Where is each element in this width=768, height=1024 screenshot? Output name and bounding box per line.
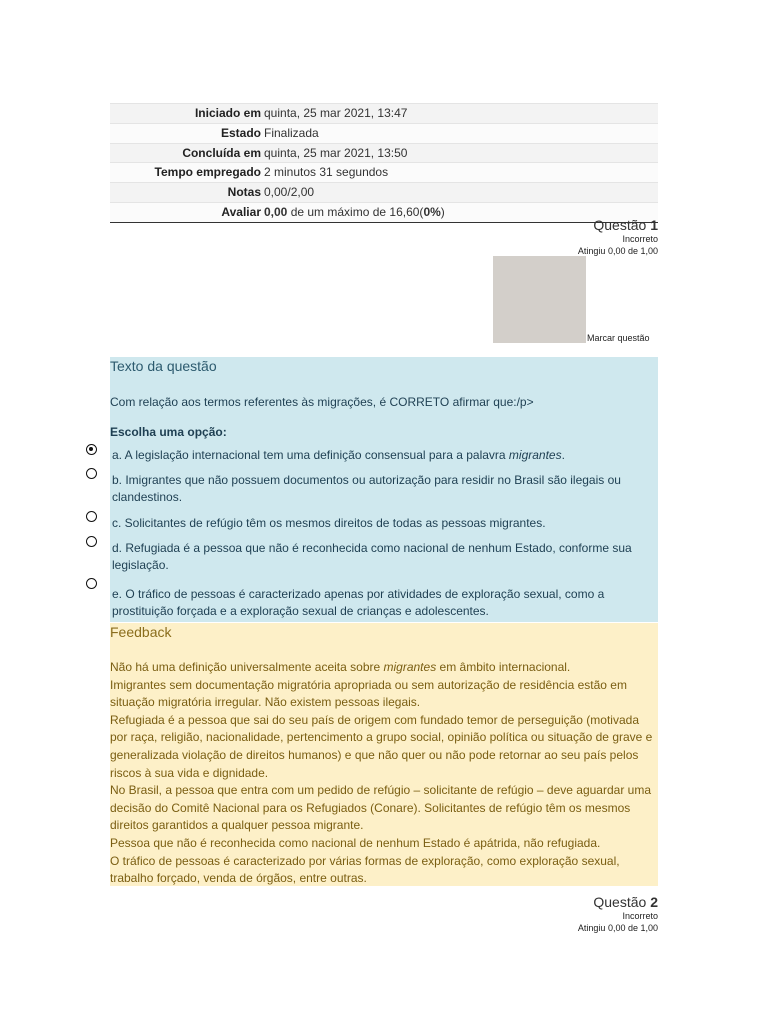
feedback-line1-post: em âmbito internacional.	[436, 660, 571, 674]
summary-value: 0,00/2,00	[264, 185, 315, 200]
feedback-paragraph: No Brasil, a pessoa que entra com um pedido de refúgio – solicitante de refúgio – deve aguardar uma decisão do Comitê Nacional para os Refugiados (Conare). Solicitantes de refúgio têm os mesmos direitos garantidos a qualquer pessoa migrante.	[110, 783, 651, 833]
question-2-info	[578, 894, 658, 934]
option-e-radio[interactable]	[86, 578, 97, 589]
flag-question-image[interactable]	[493, 256, 586, 343]
option-a-post: .	[561, 448, 565, 462]
feedback-panel	[110, 623, 658, 886]
summary-row-completed	[110, 143, 658, 163]
question-title-prefix: Questão	[593, 217, 651, 233]
grade-score: 0,00	[264, 204, 288, 219]
feedback-paragraph: Pessoa que não é reconhecida como nacional de nenhum Estado é apátrida, não refugiada.	[110, 835, 601, 850]
summary-label: Concluída em	[182, 145, 261, 160]
question-grade: Atingiu 0,00 de 1,00	[577, 246, 658, 256]
option-a-pre: a. A legislação internacional tem uma definição consensual para a palavra	[112, 448, 509, 462]
summary-value: quinta, 25 mar 2021, 13:47	[264, 106, 408, 120]
option-e-text: e. O tráfico de pessoas é caracterizado apenas por atividades de exploração sexual, como a prostituição forçada e a exploração sexual de crianças e adolescentes.	[112, 587, 605, 618]
option-d-radio[interactable]	[86, 536, 97, 547]
option-d[interactable]	[86, 540, 642, 574]
grade-middle: de um máximo de 16,60(	[287, 204, 424, 219]
summary-label: Notas	[227, 185, 261, 200]
option-c-radio[interactable]	[86, 511, 97, 522]
question-title	[578, 217, 658, 233]
question-grade: Atingiu 0,00 de 1,00	[577, 923, 658, 933]
feedback-line1-em: migrantes	[383, 660, 437, 674]
question-text-heading: Texto da questão	[110, 358, 217, 374]
summary-label: Tempo empregado	[154, 165, 261, 180]
option-c-text: c. Solicitantes de refúgio têm os mesmos direitos de todas as pessoas migrantes.	[112, 516, 546, 530]
question-number: 2	[650, 894, 658, 910]
option-b-radio[interactable]	[86, 468, 97, 479]
feedback-body	[110, 659, 655, 888]
question-status: Incorreto	[622, 911, 658, 921]
question-status: Incorreto	[622, 234, 658, 244]
summary-label: Avaliar	[221, 204, 261, 219]
option-a-radio[interactable]	[86, 444, 97, 455]
question-title	[578, 894, 658, 910]
question-1-info	[578, 217, 658, 257]
summary-label: Estado	[220, 125, 261, 140]
question-prompt: Com relação aos termos referentes às migrações, é CORRETO afirmar que:/p>	[110, 395, 534, 409]
option-a-em: migrantes	[508, 448, 562, 462]
summary-row-started	[110, 103, 658, 123]
option-a[interactable]	[86, 447, 658, 464]
option-c[interactable]	[86, 515, 658, 532]
flag-question-link[interactable]: Marcar questão	[587, 333, 650, 343]
summary-row-state	[110, 123, 658, 143]
summary-row-marks	[110, 182, 658, 202]
option-a-text	[112, 447, 658, 464]
summary-value: 2 minutos 31 segundos	[264, 165, 389, 180]
feedback-paragraph: Refugiada é a pessoa que sai do seu país de origem com fundado temor de perseguição (motivada por raça, religião, nacionalidade, pertencimento a grupo social, opinião política ou situação de grave e generalizada violação de direitos humanos) e que não quer ou não pode retornar ao seu país pelos riscos à sua vida e dignidade.	[110, 712, 653, 780]
question-title-prefix: Questão	[593, 894, 651, 910]
grade-percent: 0%	[423, 204, 441, 219]
choose-option-label: Escolha uma opção:	[110, 425, 227, 439]
attempt-summary-table	[110, 103, 658, 223]
grade-close: )	[440, 204, 445, 219]
option-b[interactable]	[86, 472, 642, 506]
feedback-paragraph: O tráfico de pessoas é caracterizado por várias formas de exploração, como exploração sexual, trabalho forçado, venda de órgãos, entre outras.	[110, 853, 620, 886]
feedback-paragraph: Imigrantes sem documentação migratória apropriada ou sem autorização de residência estão em situação migratória irregular. Não existem pessoas ilegais.	[110, 677, 627, 710]
question-number: 1	[650, 217, 658, 233]
feedback-line1-pre: Não há uma definição universalmente aceita sobre	[110, 660, 384, 674]
feedback-heading: Feedback	[110, 624, 172, 640]
feedback-paragraph	[110, 659, 655, 677]
summary-value: quinta, 25 mar 2021, 13:50	[264, 145, 408, 160]
summary-value: Finalizada	[264, 125, 319, 140]
option-e[interactable]	[86, 586, 642, 620]
summary-label: Iniciado em	[194, 106, 261, 120]
summary-row-time	[110, 162, 658, 182]
option-d-text: d. Refugiada é a pessoa que não é reconhecida como nacional de nenhum Estado, conforme sua legislação.	[112, 541, 632, 572]
summary-row-grade	[110, 202, 658, 223]
option-b-text: b. Imigrantes que não possuem documentos ou autorização para residir no Brasil são ilegais ou clandestinos.	[112, 473, 621, 504]
